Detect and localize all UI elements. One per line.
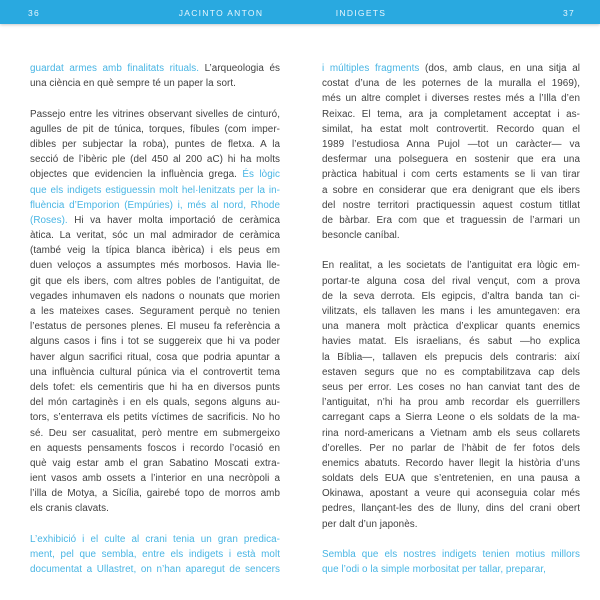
body-text-segment: de bàrbar. Era com que et traguessin de l’armari un bbox=[322, 214, 580, 226]
text-line bbox=[30, 501, 280, 516]
text-line bbox=[30, 228, 280, 243]
text-line bbox=[322, 91, 580, 106]
accent-text-segment: fluència d’Emporion (Empúries) i, més al nord, Rhode bbox=[30, 199, 280, 211]
text-line bbox=[30, 471, 280, 486]
text-line bbox=[30, 137, 280, 152]
body-text-segment: vegades inhumaven els nadons o nounats que morien bbox=[30, 290, 280, 302]
body-text-segment: dels tofet: els cementiris que hi ha en diversos punts bbox=[30, 381, 280, 393]
body-text-segment: Reixac. El tema, ara ja completament acceptat i as- bbox=[322, 108, 580, 120]
body-text-segment: vilitzats, els tallaven les mans i les amuntegaven: era bbox=[322, 306, 580, 317]
body-text-segment: En realitat, a les societats de l’antiguitat era lògic em- bbox=[322, 260, 580, 272]
text-line bbox=[322, 471, 580, 486]
running-title: INDIGETS bbox=[335, 8, 387, 18]
text-line bbox=[30, 486, 280, 501]
text-line bbox=[30, 410, 280, 425]
text-line bbox=[322, 152, 580, 167]
text-line bbox=[322, 517, 580, 532]
body-text-segment: sé. Deu ser casualitat, però mentre em submergeixo bbox=[30, 427, 280, 439]
accent-text-segment: És lògic bbox=[242, 169, 280, 181]
text-line bbox=[30, 365, 280, 380]
text-line bbox=[30, 76, 280, 91]
text-line bbox=[30, 198, 280, 213]
body-text-segment: què vaig estar amb el gran Sabatino Moscati extra- bbox=[30, 457, 280, 469]
text-line bbox=[30, 213, 280, 228]
paragraph bbox=[322, 547, 580, 577]
paragraph bbox=[322, 61, 580, 243]
body-text-segment: la Bíblia—, tallaven els prepucis dels contraris: així bbox=[322, 351, 580, 363]
text-line bbox=[322, 486, 580, 501]
text-line bbox=[322, 395, 580, 410]
paragraph bbox=[30, 61, 280, 91]
body-text-segment: besoncle caníbal. bbox=[322, 230, 400, 242]
body-text-segment: rina nord-americans a Vietnam amb els seus collarets bbox=[322, 427, 580, 439]
body-text-segment: una influència cultural púnica via el controvertit tema bbox=[30, 366, 280, 378]
body-text-segment: objectes que evidencien la influència grega. bbox=[30, 169, 243, 181]
text-line bbox=[322, 167, 580, 182]
body-text-segment: (també veig la típica blanca ibèrica) i els peus em bbox=[30, 245, 280, 257]
body-text-segment: costat d’una de les poternes de la muralla el 1969), bbox=[322, 78, 580, 90]
text-line bbox=[322, 547, 580, 562]
text-line bbox=[322, 228, 580, 243]
text-line bbox=[322, 350, 580, 365]
text-line bbox=[322, 456, 580, 471]
text-line bbox=[30, 152, 280, 167]
text-line bbox=[322, 213, 580, 228]
text-line bbox=[30, 304, 280, 319]
body-text-segment: duen veloços a assumptes més morbosos. Havia lle- bbox=[30, 260, 280, 272]
body-text-segment: una manera molt pràctica d’explicar quants enemics bbox=[322, 321, 580, 333]
running-author: JACINTO ANTON bbox=[178, 8, 264, 18]
body-text-segment: en aquests pensaments foscos i recordo l’ocasió en bbox=[30, 442, 280, 454]
body-text-segment: l’illa de Motya, a Sicília, gairebé topo de morros amb bbox=[30, 488, 280, 500]
text-line bbox=[30, 350, 280, 365]
text-line bbox=[30, 334, 280, 349]
body-text-segment: similat, ha estat molt controvertit. Recordo quan el bbox=[322, 123, 580, 135]
text-line bbox=[30, 441, 280, 456]
text-line bbox=[322, 122, 580, 137]
body-text-segment: alguns casos i fins i tot se suggereix que hi va poder bbox=[30, 336, 280, 348]
text-line bbox=[30, 167, 280, 182]
body-text-segment: portar-te alguna cosa del rival vençut, com a prova bbox=[322, 275, 580, 287]
accent-text-segment: guardat armes amb finalitats rituals. bbox=[30, 63, 205, 74]
text-line bbox=[322, 380, 580, 395]
text-line bbox=[322, 410, 580, 425]
text-line bbox=[322, 198, 580, 213]
text-column-left bbox=[30, 61, 280, 577]
text-line bbox=[30, 395, 280, 410]
text-line bbox=[322, 501, 580, 516]
accent-text-segment: i múltiples fragments bbox=[322, 63, 426, 74]
body-text-segment: del nostre territori practiquessin aquest costum titllat bbox=[322, 199, 580, 211]
body-text-segment: una ciència en què sempre té un paper la sort. bbox=[30, 78, 236, 90]
body-text-segment: els cranis clavats. bbox=[30, 503, 109, 515]
text-line bbox=[30, 107, 280, 122]
accent-text-segment: Sembla que els nostres indigets tenien motius millors bbox=[322, 549, 580, 560]
page-number-left: 36 bbox=[28, 8, 41, 18]
text-line bbox=[322, 441, 580, 456]
text-line bbox=[30, 289, 280, 304]
body-text-segment: d’orelles. Per no parlar de l’hàbit de fer fotos dels bbox=[322, 442, 580, 454]
text-line bbox=[30, 456, 280, 471]
body-text-segment: Hi va haver molta importació de ceràmica bbox=[74, 214, 280, 226]
accent-text-segment: que l’odi o la simple morbositat per tallar, preparar, bbox=[322, 564, 546, 576]
text-line bbox=[322, 76, 580, 91]
body-text-segment: dibles per subjectar la roba), puntes de fletxa. A la bbox=[30, 138, 280, 150]
body-text-segment: l’antiguitat, n’hi ha prou amb recordar els guerrillers bbox=[322, 397, 580, 409]
text-line bbox=[322, 365, 580, 380]
text-line bbox=[30, 122, 280, 137]
body-text-segment: Okinawa, apostant a veure qui aconseguia colar més bbox=[322, 488, 580, 500]
running-header bbox=[0, 0, 600, 24]
text-line bbox=[322, 319, 580, 334]
text-line bbox=[322, 304, 580, 319]
body-text-segment: a les mateixes cases. Segurament perquè no tenien bbox=[30, 306, 280, 317]
body-text-segment: estaven segurs que no es comptabilitzava cap dels bbox=[322, 366, 580, 378]
body-text-segment: secció de l’ibèric ple (del 450 al 200 aC) hi ha molts bbox=[30, 154, 280, 166]
body-text-segment: pedres, llançant-les des de lluny, dins del crani obert bbox=[322, 503, 580, 515]
body-text-segment: a sobre en considerar que era denigrant que els ibers bbox=[322, 184, 580, 196]
text-column-right bbox=[322, 61, 580, 577]
text-line bbox=[322, 107, 580, 122]
accent-text-segment: (Roses). bbox=[30, 214, 75, 226]
body-text-segment: Passejo entre les vitrines observant sivelles de cinturó, bbox=[30, 108, 280, 120]
text-line bbox=[322, 137, 580, 152]
body-text-segment: L’arqueologia és bbox=[204, 63, 280, 74]
text-line bbox=[322, 258, 580, 273]
body-text-segment: per dalt d’un japonès. bbox=[322, 518, 418, 530]
paragraph bbox=[30, 532, 280, 578]
text-line bbox=[30, 61, 280, 76]
accent-text-segment: documentat a Ullastret, on n’han aparegut de sencers bbox=[30, 564, 280, 576]
text-line bbox=[30, 426, 280, 441]
body-text-segment: carregant caps a Sierra Leone o els soldats de la ma- bbox=[322, 412, 580, 424]
text-line bbox=[322, 334, 580, 349]
accent-text-segment: L’exhibició i el culte al crani tenia un gran predica- bbox=[30, 533, 280, 545]
body-text-segment: àtica. La veritat, sóc un mal admirador de ceràmica bbox=[30, 230, 280, 242]
body-text-segment: git que els ibers, com altres pobles de l’antiguitat, de bbox=[30, 275, 280, 287]
accent-text-segment: ment, pel que sembla, entre els indigets i està molt bbox=[30, 549, 280, 560]
body-text-segment: de la seva derrota. Els egipcis, d’altra banda tan ci- bbox=[322, 290, 580, 302]
body-text-segment: (dos, amb claus, en una sitja al bbox=[425, 63, 580, 74]
body-text-segment: tors, s’enterrava els petits víctimes de sacrificis. No ho bbox=[30, 412, 280, 424]
text-line bbox=[322, 274, 580, 289]
paragraph bbox=[322, 258, 580, 531]
text-line bbox=[30, 380, 280, 395]
text-line bbox=[322, 61, 580, 76]
accent-text-segment: que els indigets estiguessin molt hel·lenitzats per la in- bbox=[30, 184, 280, 196]
body-text-segment: soldats dels EUA que s’entretenien, en una pausa a bbox=[322, 473, 580, 485]
body-text-segment: ient vasos amb ossets a l’interior en una necròpoli a bbox=[30, 473, 280, 485]
text-line bbox=[30, 547, 280, 562]
text-line bbox=[30, 274, 280, 289]
body-text-segment: havies matat. Els israelians, és sabut —ho explica bbox=[322, 336, 580, 348]
text-line bbox=[30, 319, 280, 334]
text-line bbox=[30, 183, 280, 198]
body-text-segment: enemics abatuts. Recordo haver llegit la història d’uns bbox=[322, 457, 580, 469]
body-text-segment: seus per error. Les coses no han canviat tant des de bbox=[322, 381, 580, 393]
body-text-segment: desfermar una polseguera en sostenir que era una bbox=[322, 154, 580, 166]
text-line bbox=[30, 258, 280, 273]
text-line bbox=[322, 183, 580, 198]
body-text-segment: més un altre complet i diverses restes més a l’Illa d’en bbox=[322, 93, 580, 105]
body-text-segment: l’estatus de persones plenes. El museu fa referència a bbox=[30, 321, 280, 333]
text-line bbox=[322, 289, 580, 304]
body-text-segment: 1989 l’estudiosa Anna Pujol —tot un caràcter— va bbox=[322, 138, 580, 150]
text-line bbox=[30, 532, 280, 547]
text-line bbox=[30, 243, 280, 258]
body-text-segment: haver algun sacrifici ritual, cosa que podria apuntar a bbox=[30, 351, 280, 363]
body-text-segment: del món cartaginès i en els quals, segons alguns au- bbox=[30, 397, 280, 409]
text-line bbox=[322, 426, 580, 441]
paragraph bbox=[30, 107, 280, 517]
body-text-segment: agulles de pit de túnica, torques, fíbules (com imper- bbox=[30, 123, 280, 135]
page-number-right: 37 bbox=[562, 8, 575, 18]
text-line bbox=[30, 562, 280, 577]
text-line bbox=[322, 562, 580, 577]
body-text-segment: pràctica habitual i com certs estaments se li van tirar bbox=[322, 169, 580, 181]
